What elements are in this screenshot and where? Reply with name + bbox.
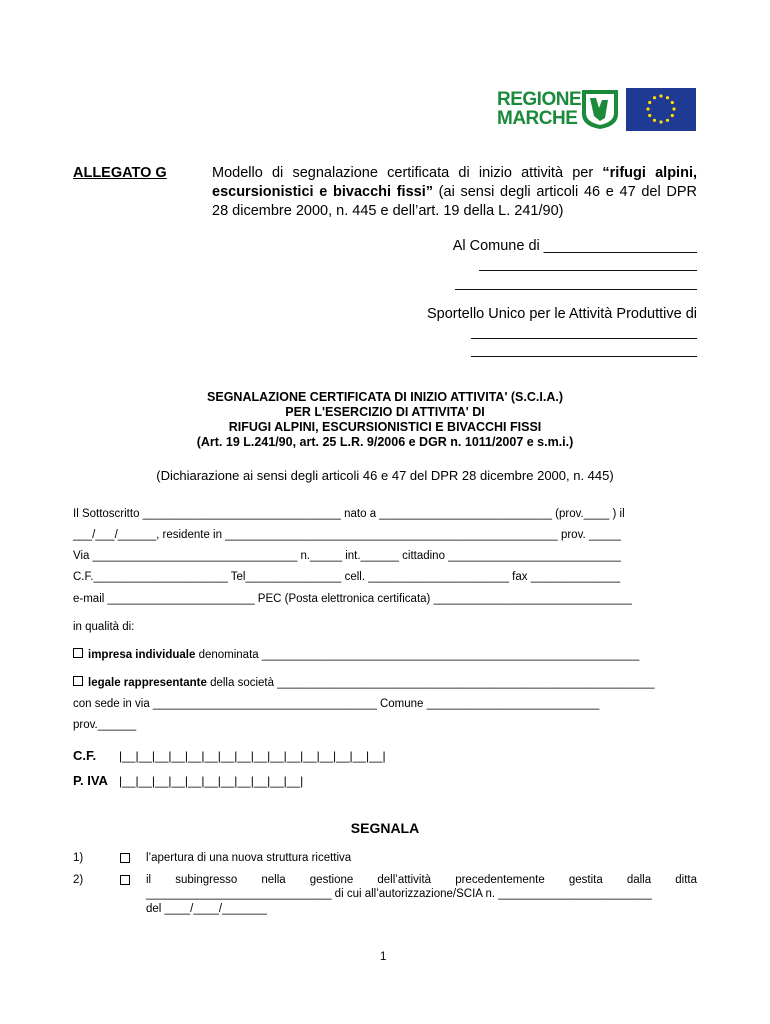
logo-line-2: MARCHE <box>497 108 578 129</box>
document-title-line-3: RIFUGI ALPINI, ESCURSIONISTICI E BIVACCHI FISSI <box>228 420 542 434</box>
checkbox-icon[interactable] <box>73 648 83 658</box>
item-2-text-line-1: il subingresso nella gestione dell’attività precedentemente gestita dalla ditta <box>146 874 697 886</box>
form-row-cf-tel: C.F._____________________ Tel_______________ cell. ______________________ fax ______________ <box>73 571 621 583</box>
form-row-email-pec: e-mail _______________________ PEC (Posta elettronica certificata) _______________________________ <box>73 593 632 605</box>
intro-text-2: (ai sensi degli articoli 46 e 47 del DPR 28 dicembre 2000, n. 445 e dell’art. 19 della L. 241/90) <box>212 184 697 219</box>
cf-label: C.F. <box>73 748 97 763</box>
in-qualita-label: in qualità di: <box>73 621 135 633</box>
regione-marche-emblem-icon <box>580 88 620 130</box>
suap-line-1: Sportello Unico per le Attività Produttive di <box>427 306 697 322</box>
document-title-line-2: PER L'ESERCIZIO DI ATTIVITA' DI <box>285 405 485 419</box>
allegato-label: ALLEGATO G <box>73 165 167 181</box>
document-title-line-1: SEGNALAZIONE CERTIFICATA DI INIZIO ATTIVITA' (S.C.I.A.) <box>207 390 563 404</box>
checkbox-icon[interactable] <box>73 676 83 686</box>
legale-label: legale rappresentante <box>88 677 207 689</box>
page-number: 1 <box>380 951 387 963</box>
segnala-heading: SEGNALA <box>350 820 420 836</box>
legale-rappresentante-option[interactable] <box>73 676 655 689</box>
item-2-text-line-3: del ____/____/_______ <box>146 903 267 915</box>
legale-rest: della società ___________________________________________________________ <box>206 677 655 689</box>
intro-text-bold: “rifugi alpini, escursionistici e bivacchi fissi” <box>212 165 697 200</box>
item-2-checkbox-icon[interactable] <box>120 875 130 885</box>
piva-boxes: |__|__|__|__|__|__|__|__|__|__|__| <box>119 774 304 788</box>
comune-line-2: ___________________________ <box>479 256 697 272</box>
item-2-number: 2) <box>73 874 84 886</box>
eu-flag-icon <box>626 88 696 131</box>
document-title-line-4: (Art. 19 L.241/90, art. 25 L.R. 9/2006 e DGR n. 1011/2007 e s.m.i.) <box>196 435 574 449</box>
item-1-checkbox-icon[interactable] <box>120 853 130 863</box>
form-row-via: Via ________________________________ n._____ int.______ cittadino ___________________________ <box>73 550 621 562</box>
comune-line-1: Al Comune di ___________________ <box>452 238 697 254</box>
form-row-sede: con sede in via ___________________________________ Comune ___________________________ <box>73 698 600 710</box>
logo-line-1: REGIONE <box>497 89 582 110</box>
form-row-prov: prov.______ <box>73 719 137 731</box>
intro-text-1: Modello di segnalazione certificata di inizio attività per <box>212 165 603 181</box>
piva-label: P. IVA <box>73 773 108 788</box>
comune-line-3: ______________________________ <box>455 275 697 291</box>
intro-paragraph <box>212 164 697 221</box>
item-2-text-line-2: _____________________________ di cui all’autorizzazione/SCIA n. ________________________ <box>146 888 652 900</box>
impresa-label: impresa individuale <box>88 649 196 661</box>
item-1-number: 1) <box>73 852 84 864</box>
form-row-residente: ___/___/______, residente in ____________________________________________________ prov. _____ <box>73 529 621 541</box>
suap-line-3: ____________________________ <box>471 342 697 358</box>
item-1-text: l’apertura di una nuova struttura ricettiva <box>146 852 352 864</box>
suap-line-2: ____________________________ <box>471 324 697 340</box>
dichiarazione-subtitle: (Dichiarazione ai sensi degli articoli 46 e 47 del DPR 28 dicembre 2000, n. 445) <box>156 468 614 483</box>
form-row-sottoscritto: Il Sottoscritto _______________________________ nato a ___________________________ (prov.____ ) il <box>73 508 625 520</box>
impresa-rest: denominata ___________________________________________________________ <box>195 649 640 661</box>
cf-boxes: |__|__|__|__|__|__|__|__|__|__|__|__|__|__|__|__| <box>119 749 386 763</box>
impresa-individuale-option[interactable] <box>73 648 639 661</box>
regione-marche-logo-text <box>497 90 581 128</box>
